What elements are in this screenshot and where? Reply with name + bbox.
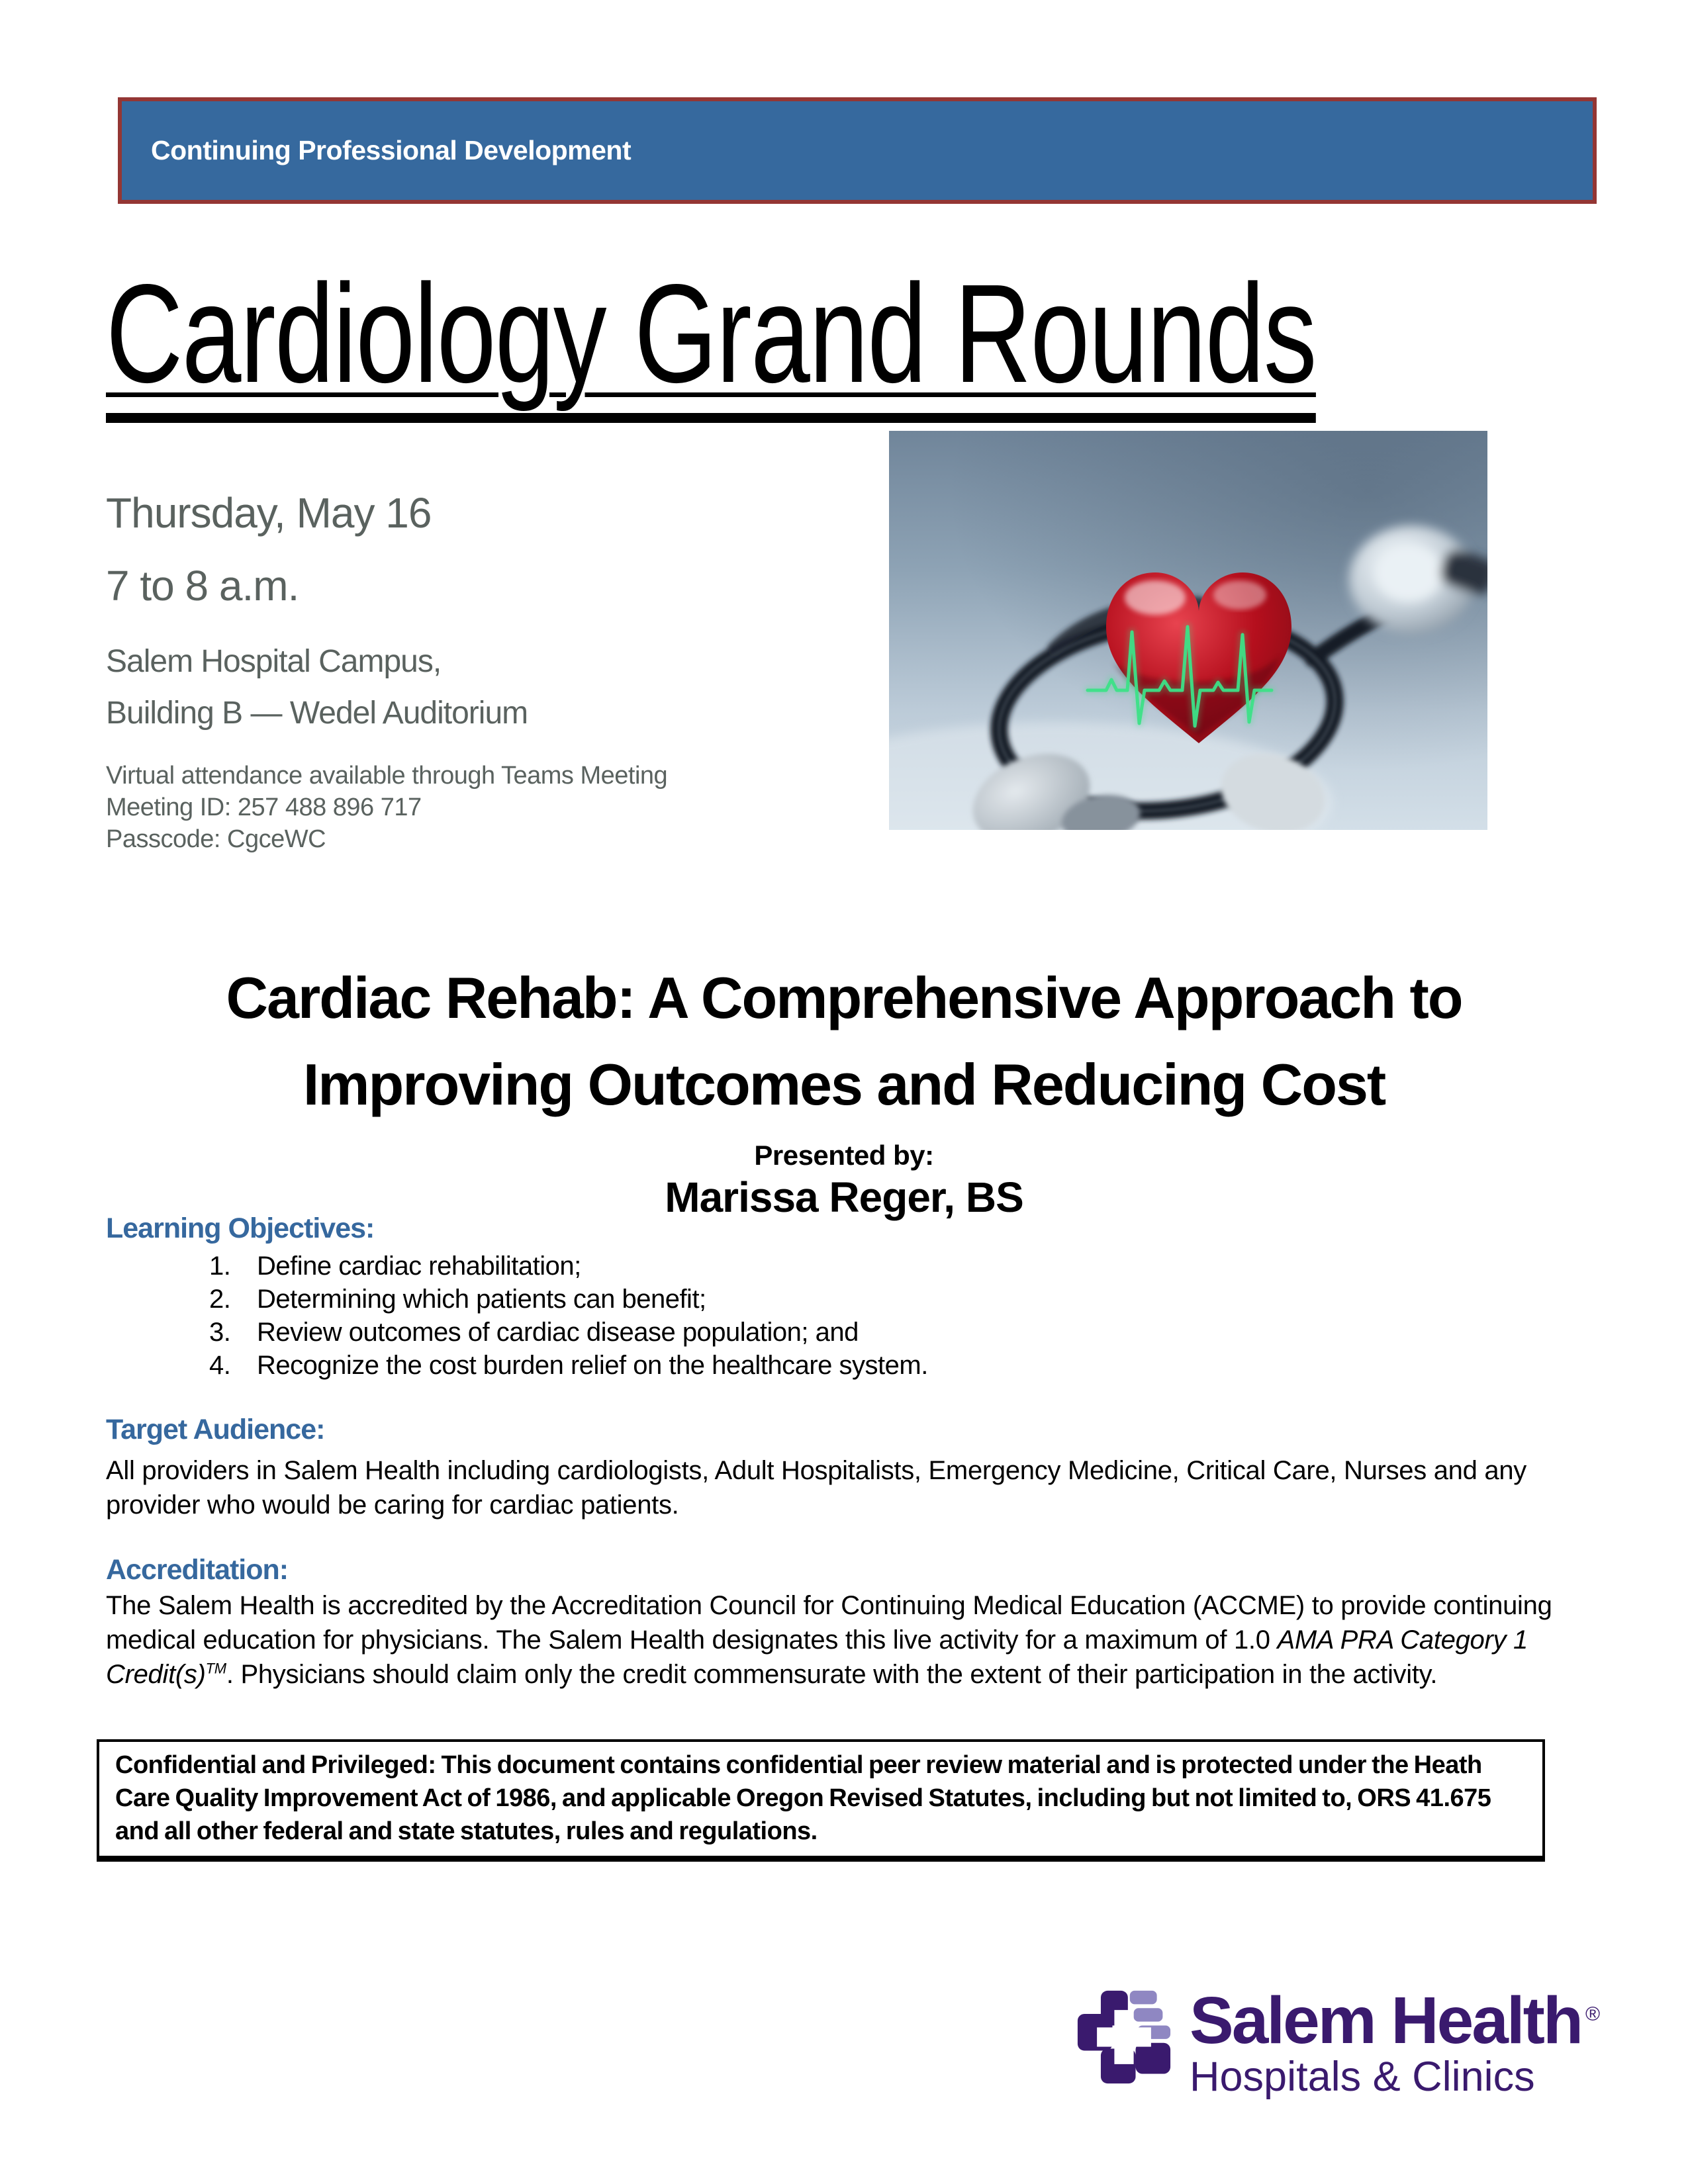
session-topic bbox=[106, 954, 1582, 1128]
objective-item: Determining which patients can benefit; bbox=[257, 1285, 706, 1314]
salem-health-logo-tagline: Hospitals & Clinics bbox=[1190, 2054, 1535, 2100]
session-topic-line1: Cardiac Rehab: A Comprehensive Approach to bbox=[226, 965, 1462, 1030]
accreditation-body-part1: The Salem Health is accredited by the Accreditation Council for Continuing Medical Education (ACCME) to provide continuing medical education for physicians. The Salem Health designates this live activity for a maximum of 1.0 bbox=[106, 1591, 1552, 1655]
event-location-line2: Building B — Wedel Auditorium bbox=[106, 696, 528, 731]
heart-stethoscope-photo bbox=[889, 431, 1487, 830]
logo-name-text: Salem Health bbox=[1190, 1983, 1582, 2058]
virtual-attendance-line: Virtual attendance available through Teams Meeting bbox=[106, 762, 668, 790]
objective-item: Recognize the cost burden relief on the healthcare system. bbox=[257, 1351, 928, 1380]
learning-objectives-list bbox=[209, 1250, 928, 1382]
page-title-text: Cardiology Grand Rounds bbox=[106, 263, 1316, 423]
virtual-attendance-block bbox=[106, 760, 667, 855]
accreditation-body bbox=[106, 1588, 1583, 1692]
registered-trademark-icon: ® bbox=[1585, 2003, 1599, 2025]
salem-health-logo-text bbox=[1190, 1983, 1599, 2100]
trademark-superscript: TM bbox=[205, 1660, 226, 1677]
objective-item: Review outcomes of cardiac disease population; and bbox=[257, 1318, 859, 1347]
page-title bbox=[106, 255, 1316, 423]
header-band bbox=[118, 97, 1597, 204]
confidential-notice-box bbox=[97, 1739, 1545, 1862]
salem-health-logo bbox=[1076, 1983, 1599, 2100]
accreditation-body-part2: . Physicians should claim only the credit commensurate with the extent of their participation in the activity. bbox=[226, 1660, 1438, 1689]
credit-phrase-italic: AMA PRA Category 1 Credit(s) bbox=[106, 1625, 1528, 1689]
presenter-name: Marissa Reger, BS bbox=[665, 1173, 1023, 1221]
learning-objectives-heading: Learning Objectives: bbox=[106, 1212, 375, 1244]
confidential-notice-text: Confidential and Privileged: This document contains confidential peer review material and is protected under the Heath Care Quality Improvement Act of 1986, and applicable Oregon Revised Statutes, including but not limited to, ORS 41.675 and all other federal and state statutes, rules and regulations. bbox=[115, 1751, 1491, 1845]
event-time: 7 to 8 a.m. bbox=[106, 562, 299, 610]
header-band-label: Continuing Professional Development bbox=[151, 135, 632, 165]
target-audience-body: All providers in Salem Health including cardiologists, Adult Hospitalists, Emergency Medicine, Critical Care, Nurses and any provider who would be caring for cardiac patients. bbox=[106, 1456, 1526, 1520]
salem-health-cross-icon bbox=[1076, 1987, 1172, 2087]
accreditation-heading: Accreditation: bbox=[106, 1554, 289, 1586]
passcode-line: Passcode: CgceWC bbox=[106, 825, 326, 853]
meeting-id-line: Meeting ID: 257 488 896 717 bbox=[106, 794, 422, 821]
event-date: Thursday, May 16 bbox=[106, 489, 432, 537]
salem-health-logo-name bbox=[1190, 1983, 1599, 2058]
event-location-line1: Salem Hospital Campus, bbox=[106, 644, 442, 679]
presented-by-label: Presented by: bbox=[754, 1140, 934, 1171]
target-audience-heading: Target Audience: bbox=[106, 1414, 325, 1445]
objective-item: Define cardiac rehabilitation; bbox=[257, 1251, 581, 1281]
session-topic-line2: Improving Outcomes and Reducing Cost bbox=[303, 1052, 1385, 1117]
